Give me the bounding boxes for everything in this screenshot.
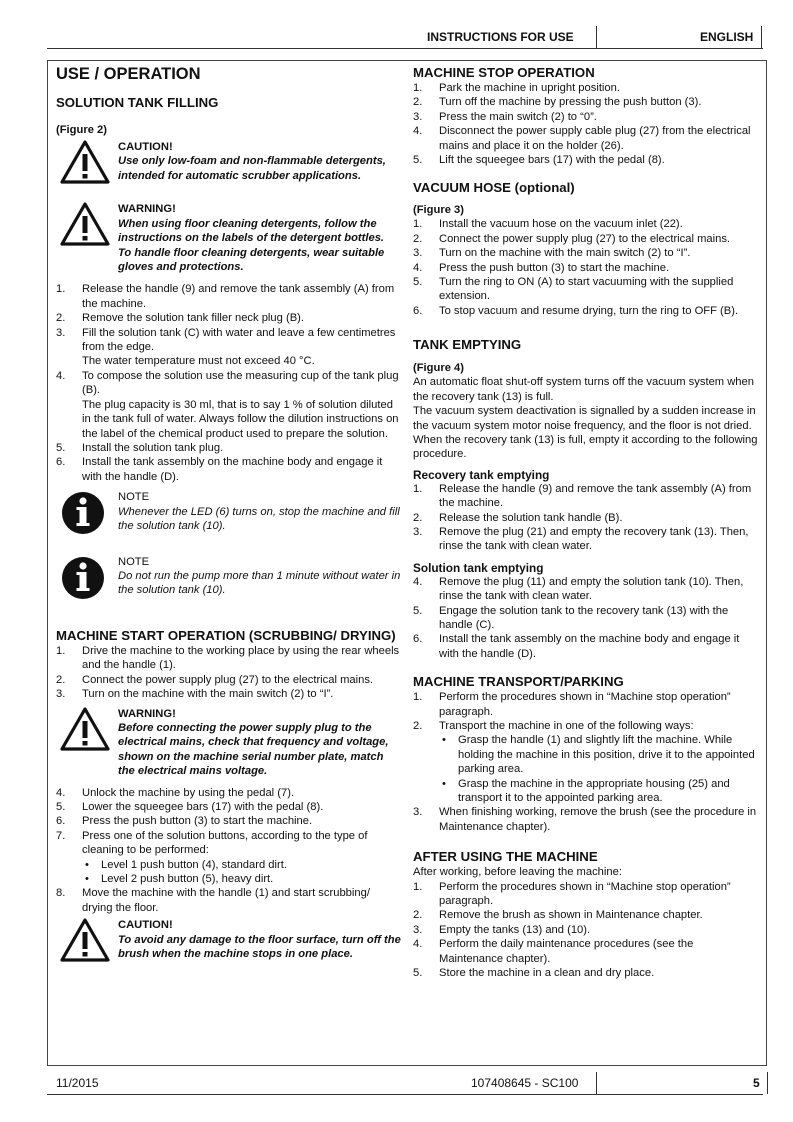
list-item: 1. Drive the machine to the working place by using the rear wheels and the handle (1). <box>56 644 400 672</box>
list-item: 3. Fill the solution tank (C) with water and leave a few centimetres from the edge. The water temperature must not exceed 40 °C. <box>56 326 396 368</box>
list-item: 4. Perform the daily maintenance procedures (see the Maintenance chapter). <box>413 938 694 965</box>
left-column <box>56 64 401 967</box>
list-item: 2. Transport the machine in one of the following ways: <box>413 720 694 732</box>
list-item: 2. Remove the solution tank filler neck plug (B). <box>56 312 304 325</box>
warning-triangle-icon <box>60 918 118 966</box>
list-item: 3. Turn on the machine with the main switch (2) to “I”. <box>56 688 334 701</box>
start-steps <box>56 786 401 858</box>
transport-steps <box>413 805 758 834</box>
subsection-title-recovery: Recovery tank emptying <box>413 467 550 482</box>
list-item: 1. Release the handle (9) and remove the tank assembly (A) from the machine. <box>413 482 752 510</box>
warning-triangle-icon <box>60 140 118 188</box>
list-item: 1. Release the handle (9) and remove the tank assembly (A) from the machine. <box>56 283 395 310</box>
warning-text: To handle floor cleaning detergents, wear suitable gloves and protections. <box>118 246 385 274</box>
list-item: 4. Press the push button (3) to start the machine. <box>413 261 670 274</box>
list-item: 4. Remove the plug (11) and empty the solution tank (10). Then, rinse the tank with clean water. <box>413 575 744 603</box>
warning-label: WARNING! <box>118 707 176 720</box>
list-item: 8. Move the machine with the handle (1) and start scrubbing/ drying the floor. <box>56 887 370 914</box>
section-title-after: AFTER USING THE MACHINE <box>413 849 598 865</box>
list-item: 5. Engage the solution tank to the recovery tank (13) with the handle (C). <box>413 604 729 631</box>
list-item: 2. Turn off the machine by pressing the push button (3). <box>413 96 702 109</box>
list-item: 2. Release the solution tank handle (B). <box>413 511 623 524</box>
list-item: 1. Install the vacuum hose on the vacuum inlet (22). <box>413 218 683 231</box>
list-item: 6. Press the push button (3) to start the machine. <box>56 815 313 828</box>
page-number: 5 <box>753 1076 760 1090</box>
list-item: 7. Press one of the solution buttons, according to the type of cleaning to be performed: <box>56 829 368 857</box>
start-steps <box>56 644 401 702</box>
figure-ref: (Figure 2) <box>56 124 107 136</box>
list-item: 4. Disconnect the power supply cable plug (27) from the electrical mains and place it on the holder (26). <box>413 125 751 152</box>
note-notice <box>56 490 401 540</box>
footer-separator <box>596 1072 597 1094</box>
right-column <box>413 64 758 981</box>
list-item: • Level 2 push button (5), heavy dirt. <box>85 873 274 886</box>
list-item: 2. Connect the power supply plug (27) to the electrical mains. <box>413 232 731 245</box>
list-item: • Grasp the handle (1) and slightly lift the machine. While holding the machine in this position, drive it to the appointed parking area. <box>442 734 755 776</box>
note-text: Whenever the LED (6) turns on, stop the machine and fill the solution tank (10). <box>118 505 400 532</box>
header-language: ENGLISH <box>700 30 754 44</box>
list-item: 3. Press the main switch (2) to “0”. <box>413 110 597 123</box>
list-item: 2. Remove the brush as shown in Maintenance chapter. <box>413 909 703 922</box>
footer-separator <box>767 1072 768 1094</box>
list-item: • Level 1 push button (4), standard dirt. <box>85 858 287 871</box>
list-item: 2. Connect the power supply plug (27) to the electrical mains. <box>56 673 374 686</box>
header-separator <box>761 26 762 48</box>
subsection-title-solution: Solution tank emptying <box>413 560 544 575</box>
section-title-stop: MACHINE STOP OPERATION <box>413 65 595 80</box>
list-item: 5. Turn the ring to ON (A) to start vacuuming with the supplied extension. <box>413 276 734 303</box>
paragraph: The vacuum system deactivation is signalled by a sudden increase in the vacuum system motor noise frequency, and the floor is not dried. <box>413 405 756 432</box>
section-title-transport: MACHINE TRANSPORT/PARKING <box>413 674 624 690</box>
after-steps <box>413 880 758 981</box>
list-item: 5. Install the solution tank plug. <box>56 441 224 454</box>
paragraph: When the recovery tank (13) is full, empty it according to the following procedure. <box>413 433 758 461</box>
paragraph: After working, before leaving the machine: <box>413 866 622 879</box>
list-item: 6. To stop vacuum and resume drying, turn the ring to OFF (B). <box>413 304 739 317</box>
caution-notice <box>56 140 401 188</box>
level-bullets <box>56 858 401 887</box>
paragraph: An automatic float shut-off system turns off the vacuum system when the recovery tank (13) is full. <box>413 376 754 403</box>
figure-ref: (Figure 4) <box>413 362 464 375</box>
warning-triangle-icon <box>60 707 118 755</box>
note-text: Do not run the pump more than 1 minute without water in the solution tank (10). <box>118 569 401 597</box>
section-title-emptying: TANK EMPTYING <box>413 337 522 353</box>
stop-steps <box>413 81 758 167</box>
note-label: NOTE <box>118 491 150 504</box>
list-item: 1. Park the machine in upright position. <box>413 82 620 94</box>
caution-label: CAUTION! <box>118 919 173 932</box>
header-title: INSTRUCTIONS FOR USE <box>427 30 574 44</box>
list-item: 5. Lower the squeegee bars (17) with the pedal (8). <box>56 801 324 813</box>
footer-document-code: 107408645 - SC100 <box>471 1076 579 1090</box>
info-icon <box>60 490 118 540</box>
warning-text: When using floor cleaning detergents, follow the instructions on the labels of the detergent bottles. <box>118 217 385 245</box>
hose-steps <box>413 217 758 318</box>
caution-text: To avoid any damage to the floor surface, turn off the brush when the machine stops in one place. <box>118 933 401 961</box>
caution-notice <box>56 918 401 966</box>
warning-label: WARNING! <box>118 203 176 216</box>
list-item: 4. Unlock the machine by using the pedal (7). <box>56 786 295 799</box>
note-notice <box>56 555 401 605</box>
transport-bullets <box>413 733 758 805</box>
warning-notice <box>56 707 401 779</box>
warning-triangle-icon <box>60 202 118 250</box>
start-steps <box>56 886 401 915</box>
list-item: • Grasp the machine in the appropriate housing (25) and transport it to the appointed parking area. <box>442 777 730 805</box>
header-rule <box>47 48 763 49</box>
list-item: 6. Install the tank assembly on the machine body and engage it with the handle (D). <box>56 456 383 483</box>
footer-rule <box>47 1094 763 1095</box>
list-item: 3. Empty the tanks (13) and (10). <box>413 923 591 936</box>
list-item: 1. Perform the procedures shown in “Machine stop operation” paragraph. <box>413 691 731 718</box>
caution-text: Use only low-foam and non-flammable detergents, intended for automatic scrubber applications. <box>118 155 386 182</box>
list-item: 3. Turn on the machine with the main switch (2) to “I”. <box>413 247 691 260</box>
info-icon <box>60 555 118 605</box>
warning-notice <box>56 202 401 274</box>
recovery-steps <box>413 482 758 554</box>
list-item: 6. Install the tank assembly on the machine body and engage it with the handle (D). <box>413 633 740 660</box>
section-title-filling: SOLUTION TANK FILLING <box>56 95 219 110</box>
section-title-start: MACHINE START OPERATION (SCRUBBING/ DRYING) <box>56 627 396 643</box>
filling-steps <box>56 282 401 484</box>
transport-steps <box>413 690 758 733</box>
list-item: 5. Lift the squeegee bars (17) with the pedal (8). <box>413 154 665 167</box>
figure-ref: (Figure 3) <box>413 204 464 217</box>
caution-label: CAUTION! <box>118 141 173 153</box>
page-title: USE / OPERATION <box>56 65 201 83</box>
section-title-hose: VACUUM HOSE (optional) <box>413 180 575 196</box>
list-item: 4. To compose the solution use the measuring cup of the tank plug (B). The plug capacity is 30 ml, that is to say 1 % of solution diluted in the tank full of water. Always follow the dilution instructions on the label of the chemical product used to prepare the solution. <box>56 369 399 440</box>
footer-date: 11/2015 <box>56 1076 99 1090</box>
list-item: 1. Perform the procedures shown in “Machine stop operation” paragraph. <box>413 880 731 908</box>
header-separator <box>596 26 597 48</box>
solution-steps <box>413 575 758 661</box>
note-label: NOTE <box>118 555 150 568</box>
list-item: 3. When finishing working, remove the brush (see the procedure in Maintenance chapter). <box>413 806 757 833</box>
list-item: 3. Remove the plug (21) and empty the recovery tank (13). Then, rinse the tank with clean water. <box>413 525 749 553</box>
list-item: 5. Store the machine in a clean and dry place. <box>413 967 655 980</box>
warning-text: Before connecting the power supply plug to the electrical mains, check that frequency and voltage, shown on the machine serial number plate, match the electrical mains voltage. <box>118 721 389 778</box>
